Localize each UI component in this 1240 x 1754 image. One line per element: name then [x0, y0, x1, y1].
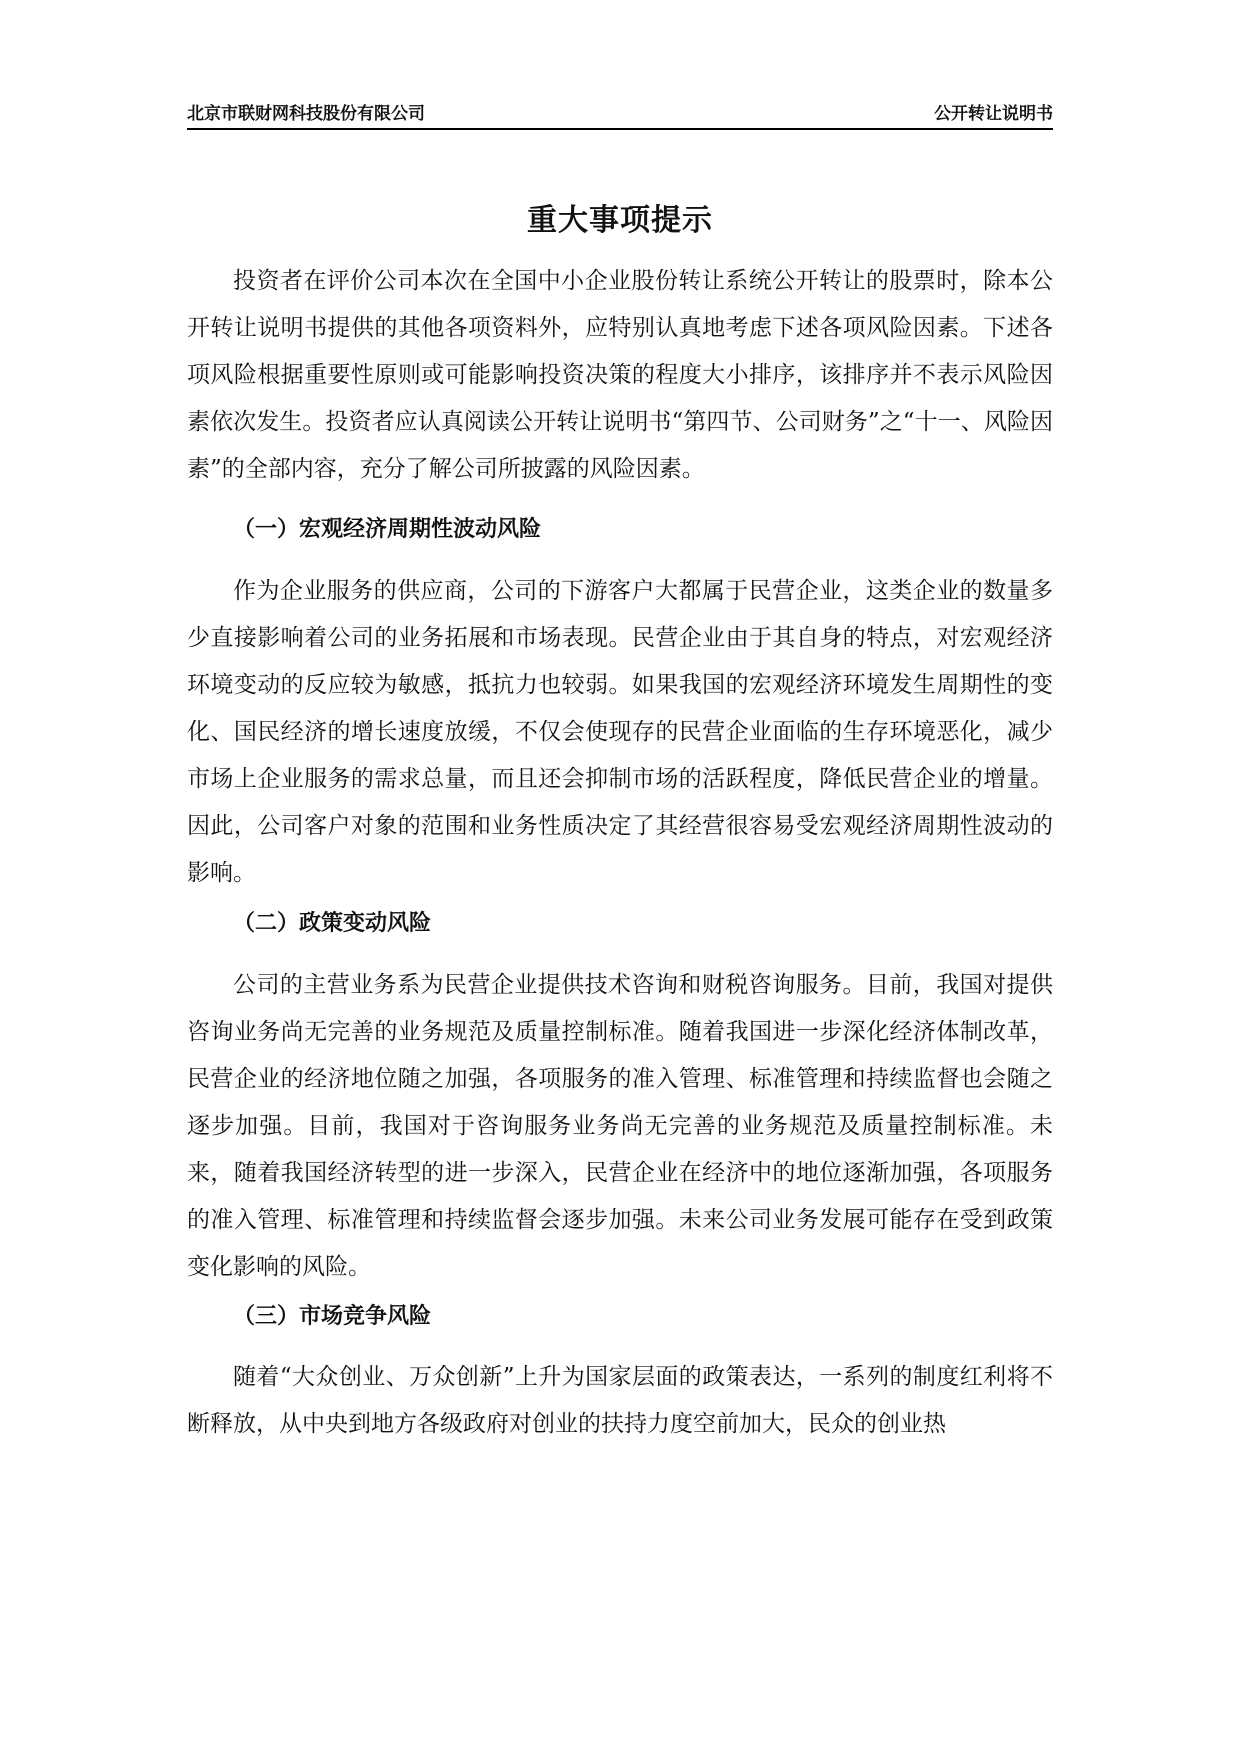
header-doc-type: 公开转让说明书: [934, 104, 1053, 124]
section-2-body: 公司的主营业务系为民营企业提供技术咨询和财税咨询服务。目前，我国对提供咨询业务尚无完善的业务规范及质量控制标准。随着我国进一步深化经济体制改革，民营企业的经济地位随之加强，各项服务的准入管理、标准管理和持续监督也会随之逐步加强。目前，我国对于咨询服务业务尚无完善的业务规范及质量控制标准。未来，随着我国经济转型的进一步深入，民营企业在经济中的地位逐渐加强，各项服务的准入管理、标准管理和持续监督会逐步加强。未来公司业务发展可能存在受到政策变化影响的风险。: [187, 972, 1053, 1280]
section-3-heading: （三）市场竞争风险: [233, 1304, 432, 1329]
header-company: 北京市联财网科技股份有限公司: [187, 104, 425, 124]
page-header: [187, 100, 1053, 130]
section-1-body: 作为企业服务的供应商，公司的下游客户大都属于民营企业，这类企业的数量多少直接影响着公司的业务拓展和市场表现。民营企业由于其自身的特点，对宏观经济环境变动的反应较为敏感，抵抗力也较弱。如果我国的宏观经济环境发生周期性的变化、国民经济的增长速度放缓，不仅会使现存的民营企业面临的生存环境恶化，减少市场上企业服务的需求总量，而且还会抑制市场的活跃程度，降低民营企业的增量。因此，公司客户对象的范围和业务性质决定了其经营很容易受宏观经济周期性波动的影响。: [187, 578, 1053, 886]
section-3-body: 随着“大众创业、万众创新”上升为国家层面的政策表达，一系列的制度红利将不断释放，从中央到地方各级政府对创业的扶持力度空前加大，民众的创业热: [187, 1364, 1053, 1437]
section-2-heading: （二）政策变动风险: [233, 911, 432, 936]
page-title: 重大事项提示: [527, 203, 713, 238]
intro-paragraph: 投资者在评价公司本次在全国中小企业股份转让系统公开转让的股票时，除本公开转让说明书提供的其他各项资料外，应特别认真地考虑下述各项风险因素。下述各项风险根据重要性原则或可能影响投资决策的程度大小排序，该排序并不表示风险因素依次发生。投资者应认真阅读公开转让说明书“第四节、公司财务”之“十一、风险因素”的全部内容，充分了解公司所披露的风险因素。: [187, 268, 1053, 482]
section-1-heading: （一）宏观经济周期性波动风险: [233, 517, 542, 542]
